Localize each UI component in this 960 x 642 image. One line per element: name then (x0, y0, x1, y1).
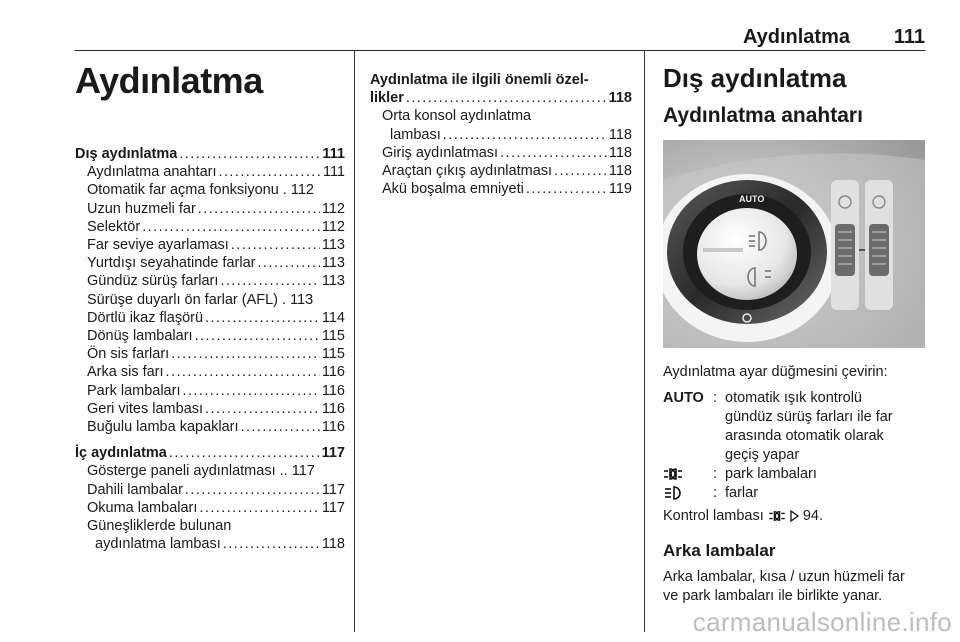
column-divider-left (354, 50, 355, 632)
toc-entry[interactable]: Aydınlatma anahtarı . . . 111 (75, 163, 345, 181)
def-auto: AUTO : otomatik ışık kontrolü gündüz sürüş farları ile far arasında otomatik olarak geçiş yapar (663, 390, 893, 463)
header-title: Aydınlatma (742, 26, 850, 48)
toc-entry[interactable]: Geri vites lambası . . . 116 (75, 400, 345, 418)
toc-entry[interactable]: lambası . . . 118 (370, 126, 632, 144)
toc-entry[interactable]: Park lambaları . . . 116 (75, 382, 345, 400)
page-reference-icon (790, 510, 799, 522)
parking-light-icon (768, 510, 786, 522)
toc-entry[interactable]: Gündüz sürüş farları . . . 113 (75, 272, 345, 290)
toc-entry[interactable]: Ön sis farları . . . 115 (75, 345, 345, 363)
rear-lights-text: Arka lambalar, kısa / uzun hüzmeli far ve park lambaları ile birlikte yanar. (663, 569, 905, 604)
auto-label: AUTO (739, 194, 765, 204)
instruction-text: Aydınlatma ayar düğmesini çevirin: (663, 364, 888, 380)
toc-mid-column (370, 71, 632, 198)
toc-entry[interactable]: aydınlatma lambası . . . 118 (75, 535, 345, 553)
toc-section-important[interactable]: likler . . . 118 (370, 89, 632, 107)
parking-light-icon (663, 467, 683, 481)
toc-entry[interactable]: Far seviye ayarlaması . . . 113 (75, 236, 345, 254)
column-divider-right (644, 50, 645, 632)
headlight-icon (663, 486, 683, 500)
toc-entry-wrap-line1: Orta konsol aydınlatma (382, 108, 532, 125)
section-title: Dış aydınlatma (663, 63, 847, 93)
def-parking-lights: : park lambaları (663, 465, 925, 484)
chapter-title: Aydınlatma (75, 60, 263, 101)
toc-section-important-line1: Aydınlatma ile ilgili önemli özel- (370, 72, 589, 88)
toc-entry[interactable]: Dahili lambalar . . . 117 (75, 481, 345, 499)
toc-entry[interactable]: Selektör . . . 112 (75, 218, 345, 236)
control-lamp-text: Kontrol lambası 94. (663, 508, 824, 524)
toc-entry[interactable]: Gösterge paneli aydınlatması .. 117 (87, 463, 315, 480)
subsection-title: Aydınlatma anahtarı (663, 104, 863, 127)
header-page-number: 111 (893, 26, 925, 48)
toc-entry[interactable]: Buğulu lamba kapakları . . . 116 (75, 418, 345, 436)
toc-entry[interactable]: Giriş aydınlatması . . . 118 (370, 144, 632, 162)
toc-entry[interactable]: Arka sis farı . . . 116 (75, 363, 345, 381)
toc-entry[interactable]: Otomatik far açma fonksiyonu . 112 (87, 182, 314, 199)
rear-lights-heading: Arka lambalar (663, 541, 776, 560)
toc-entry-wrap-line1: Güneşliklerde bulunan (87, 518, 232, 535)
toc-section-exterior[interactable]: Dış aydınlatma . . . 111 (75, 145, 345, 163)
toc-entry[interactable]: Dönüş lambaları . . . 115 (75, 327, 345, 345)
def-headlights: : farlar (663, 484, 925, 503)
toc-entry[interactable]: Dörtlü ikaz flaşörü . . . 114 (75, 309, 345, 327)
toc-entry[interactable]: Akü boşalma emniyeti . . . 119 (370, 180, 632, 198)
page-header (75, 0, 925, 51)
toc-entry[interactable]: Yurtdışı seyahatinde farlar . . . 113 (75, 254, 345, 272)
toc-entry[interactable]: Uzun huzmeli far . . . 112 (75, 200, 345, 218)
light-switch-illustration (663, 140, 925, 348)
watermark: carmanualsonline.info (692, 607, 952, 637)
light-switch-photo (663, 140, 925, 348)
toc-entry[interactable]: Sürüşe duyarlı ön farlar (AFL) . 113 (87, 291, 314, 308)
toc-section-interior[interactable]: İç aydınlatma . . . 117 (75, 444, 345, 462)
toc-entry[interactable]: Okuma lambaları . . . 117 (75, 499, 345, 517)
toc-entry[interactable]: Araçtan çıkış aydınlatması . . . 118 (370, 162, 632, 180)
definition-list (663, 389, 925, 503)
page-reference[interactable]: 94. (802, 508, 824, 524)
toc-left-column (75, 145, 345, 553)
